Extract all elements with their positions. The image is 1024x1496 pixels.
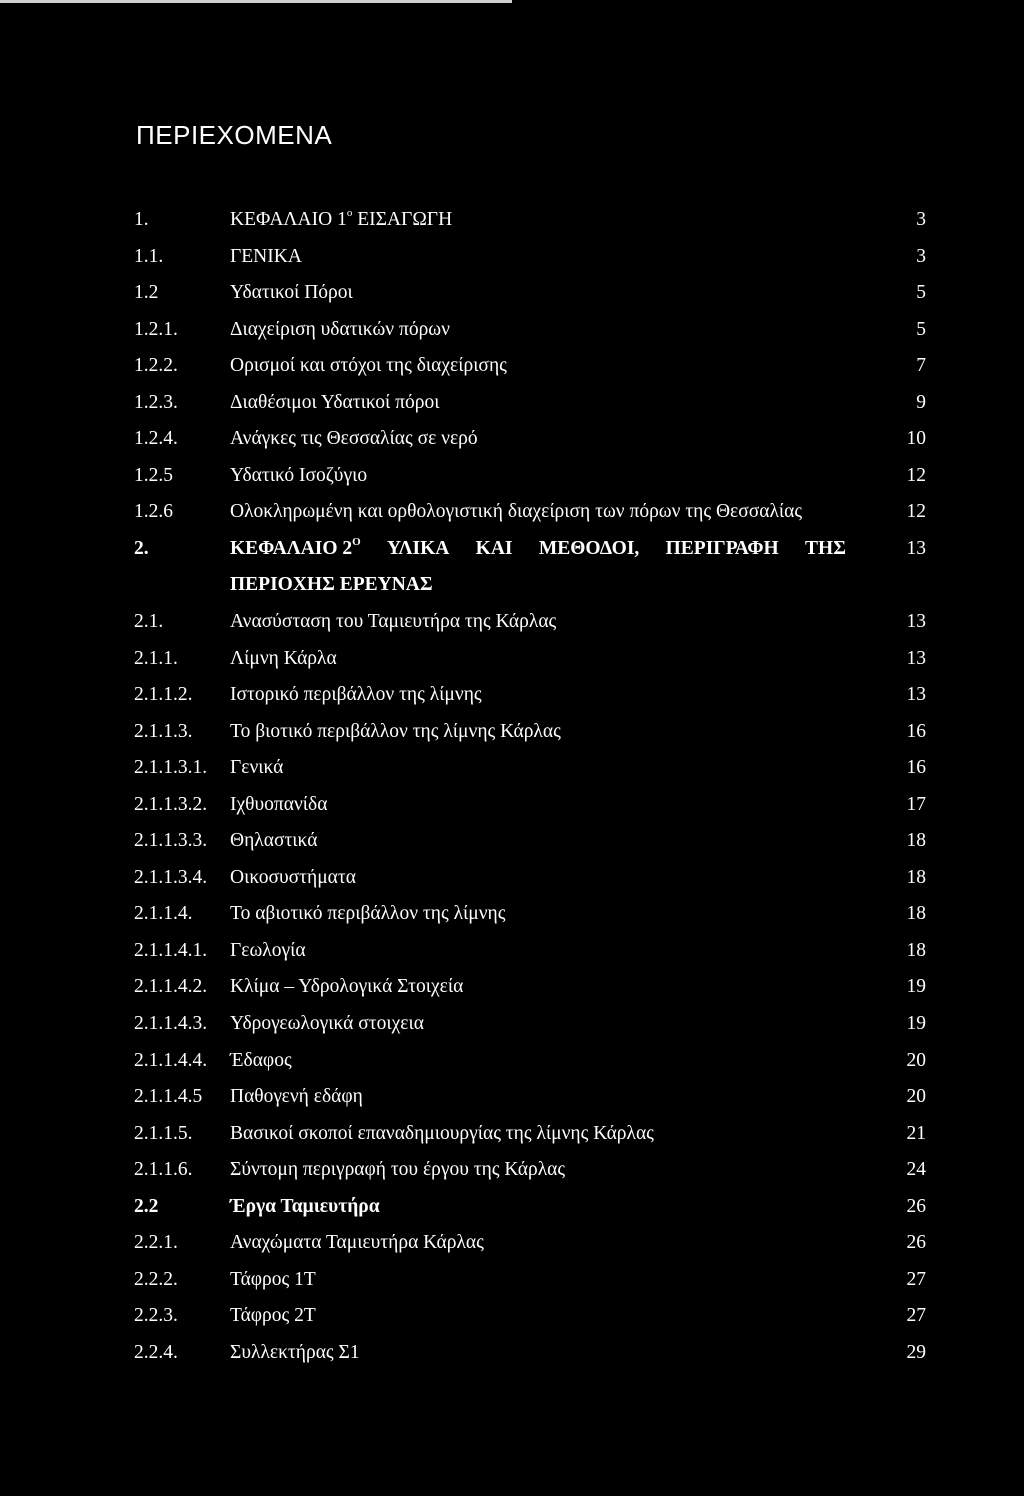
toc-entry[interactable] [134, 1160, 934, 1197]
toc-number: 2.1.1. [134, 647, 178, 669]
toc-number: 2.1.1.4.2. [134, 976, 208, 998]
toc-entry[interactable] [134, 868, 934, 905]
toc-page: 18 [906, 939, 926, 961]
toc-label: Οικοσυστήματα [230, 866, 356, 888]
toc-page: 26 [906, 1232, 926, 1254]
toc-number: 2.1. [134, 611, 164, 633]
toc-page: 7 [916, 355, 926, 377]
toc-label: Σύντομη περιγραφή του έργου της Κάρλας [230, 1159, 566, 1181]
toc-page: 21 [906, 1122, 926, 1144]
toc-number: 1.2.4. [134, 428, 178, 450]
toc-label: Συλλεκτήρας Σ1 [230, 1341, 360, 1363]
toc-number: 2.1.1.4.3. [134, 1013, 208, 1035]
toc-label: Υδρογεωλογικά στοιχεια [230, 1013, 424, 1035]
toc-page: 18 [906, 866, 926, 888]
toc-page: 13 [906, 647, 926, 669]
toc-number: 2. [134, 537, 149, 559]
toc-page: 16 [906, 757, 926, 779]
toc-label: Υδατικοί Πόροι [230, 282, 353, 304]
toc-label-continuation: ΠΕΡΙΟΧΗΣ ΕΡΕΥΝΑΣ [230, 574, 433, 596]
toc-entry[interactable] [134, 1343, 934, 1380]
toc-number: 2.1.1.5. [134, 1122, 193, 1144]
toc-label: ΚΕΦΑΛΑΙΟ $1^o$ ΕΙΣΑΓΩΓΗ [230, 207, 453, 230]
toc-label: Ιχθυοπανίδα [230, 793, 328, 815]
toc-entry[interactable] [134, 977, 934, 1014]
toc-entry[interactable] [134, 685, 934, 722]
toc-number: 1.2.5 [134, 464, 173, 486]
toc-page: 26 [906, 1195, 926, 1217]
toc-entry[interactable] [134, 356, 934, 393]
toc-entry[interactable] [134, 941, 934, 978]
toc-entry[interactable] [134, 502, 934, 539]
toc-number: 1.2.2. [134, 355, 178, 377]
toc-label: Το βιοτικό περιβάλλον της λίμνης Κάρλας [230, 720, 561, 742]
toc-number: 1. [134, 209, 149, 230]
toc-section-entry[interactable] [134, 1197, 934, 1234]
toc-label: Λίμνη Κάρλα [230, 647, 337, 669]
table-of-contents [134, 207, 934, 1380]
toc-entry[interactable] [134, 722, 934, 759]
toc-chapter-entry-continuation [134, 575, 934, 612]
toc-number: 1.2.1. [134, 318, 178, 340]
toc-page: 13 [906, 684, 926, 706]
toc-page: 18 [906, 903, 926, 925]
toc-entry[interactable] [134, 283, 934, 320]
toc-entry[interactable] [134, 393, 934, 430]
toc-label: Γεωλογία [230, 939, 306, 961]
toc-entry[interactable] [134, 904, 934, 941]
toc-label: Έργα Ταμιευτήρα [230, 1195, 380, 1217]
toc-page: 3 [916, 209, 926, 230]
toc-entry[interactable] [134, 1270, 934, 1307]
toc-entry[interactable] [134, 795, 934, 832]
toc-page: 18 [906, 830, 926, 852]
toc-label: Το αβιοτικό περιβάλλον της λίμνης [230, 903, 506, 925]
page-title: ΠΕΡΙΕΧΟΜΕΝΑ [136, 120, 333, 150]
toc-entry[interactable] [134, 612, 934, 649]
toc-page: 12 [906, 464, 926, 486]
toc-entry[interactable] [134, 207, 934, 247]
toc-label: Υδατικό Ισοζύγιο [230, 464, 368, 486]
toc-label: Παθογενή εδάφη [230, 1086, 363, 1108]
toc-label: Θηλαστικά [230, 830, 318, 852]
toc-page: 27 [906, 1268, 926, 1290]
toc-page: 20 [906, 1049, 926, 1071]
toc-label: Έδαφος [230, 1049, 292, 1071]
toc-page: 19 [906, 976, 926, 998]
toc-entry[interactable] [134, 1124, 934, 1161]
toc-label: ΓΕΝΙΚΑ [230, 245, 302, 267]
toc-label: Ιστορικό περιβάλλον της λίμνης [230, 684, 482, 706]
toc-number: 2.1.1.3.4. [134, 866, 208, 888]
toc-page: 3 [916, 245, 926, 267]
toc-page: 24 [906, 1159, 926, 1181]
toc-entry[interactable] [134, 429, 934, 466]
toc-label: Γενικά [230, 757, 284, 779]
toc-number: 1.2 [134, 282, 159, 304]
toc-number: 1.1. [134, 245, 164, 267]
toc-label: Βασικοί σκοποί επαναδημιουργίας της λίμνης Κάρλας [230, 1122, 654, 1144]
toc-chapter-entry[interactable] [134, 535, 934, 576]
toc-number: 1.2.6 [134, 501, 173, 523]
toc-page: 29 [906, 1341, 926, 1363]
toc-page: 16 [906, 720, 926, 742]
toc-page: 17 [906, 793, 926, 815]
toc-entry[interactable] [134, 1014, 934, 1051]
toc-entry[interactable] [134, 1051, 934, 1088]
toc-page: 13 [906, 537, 926, 559]
toc-entry[interactable] [134, 320, 934, 357]
toc-number: 2.2.1. [134, 1232, 178, 1254]
toc-label: Κλίμα – Υδρολογικά Στοιχεία [230, 976, 464, 998]
toc-entry[interactable] [134, 758, 934, 795]
toc-page: 10 [906, 428, 926, 450]
top-border-rule [0, 0, 512, 3]
toc-entry[interactable] [134, 1233, 934, 1270]
toc-entry[interactable] [134, 1087, 934, 1124]
toc-entry[interactable] [134, 649, 934, 686]
toc-number: 2.1.1.4.4. [134, 1049, 208, 1071]
toc-label: Διαθέσιμοι Υδατικοί πόροι [230, 391, 440, 413]
toc-page: 27 [906, 1305, 926, 1327]
toc-label: Αναχώματα Ταμιευτήρα Κάρλας [230, 1232, 484, 1254]
toc-number: 2.1.1.6. [134, 1159, 193, 1181]
toc-number: 2.1.1.4.5 [134, 1086, 203, 1108]
toc-number: 2.1.1.3. [134, 720, 193, 742]
toc-label: ΚΕΦΑΛΑΙΟ $2^O$ ΥΛΙΚΑ ΚΑΙ ΜΕΘΟΔΟΙ, ΠΕΡΙΓΡΑΦΗ ΤΗΣ [230, 535, 846, 559]
toc-page: 12 [906, 501, 926, 523]
toc-page: 9 [916, 391, 926, 413]
toc-page: 5 [916, 282, 926, 304]
toc-number: 2.2.4. [134, 1341, 178, 1363]
toc-entry[interactable] [134, 247, 934, 284]
toc-number: 2.1.1.3.1. [134, 757, 208, 779]
toc-label: Ανασύσταση του Ταμιευτήρα της Κάρλας [230, 611, 557, 633]
toc-number: 2.2 [134, 1195, 159, 1217]
toc-page: 19 [906, 1013, 926, 1035]
toc-label: Τάφρος 2Τ [230, 1305, 316, 1327]
toc-number: 2.2.2. [134, 1268, 178, 1290]
toc-page: 20 [906, 1086, 926, 1108]
toc-number: 2.1.1.2. [134, 684, 193, 706]
toc-number: 2.1.1.4.1. [134, 939, 208, 961]
toc-entry[interactable] [134, 1306, 934, 1343]
toc-number: 1.2.3. [134, 391, 178, 413]
toc-entry[interactable] [134, 831, 934, 868]
toc-page: 5 [916, 318, 926, 340]
toc-number: 2.2.3. [134, 1305, 178, 1327]
toc-label: Διαχείριση υδατικών πόρων [230, 318, 450, 340]
toc-number: 2.1.1.3.2. [134, 793, 208, 815]
toc-page: 13 [906, 611, 926, 633]
toc-label: Τάφρος 1Τ [230, 1268, 316, 1290]
toc-label: Ανάγκες τις Θεσσαλίας σε νερό [230, 428, 478, 450]
toc-number: 2.1.1.4. [134, 903, 193, 925]
toc-number: 2.1.1.3.3. [134, 830, 208, 852]
toc-entry[interactable] [134, 466, 934, 503]
toc-label: Ολοκληρωμένη και ορθολογιστική διαχείριση των πόρων της Θεσσαλίας [230, 501, 803, 523]
toc-label: Ορισμοί και στόχοι της διαχείρισης [230, 355, 507, 377]
